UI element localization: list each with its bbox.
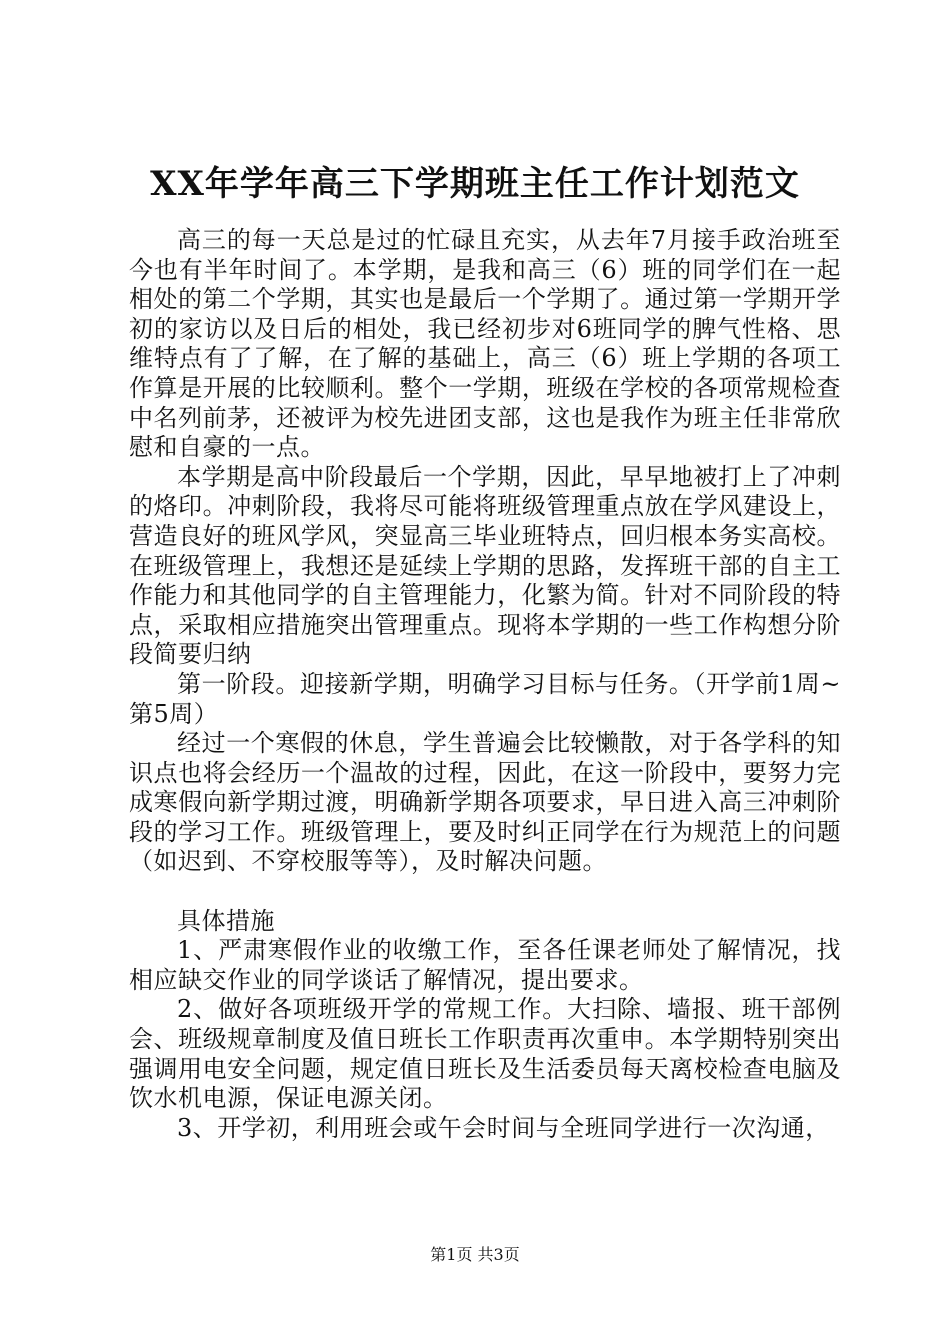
document-body xyxy=(129,226,841,1143)
paragraph-intro: 高三的每一天总是过的忙碌且充实，从去年7月接手政治班至今也有半年时间了。本学期，是我和高三（6）班的同学们在一起相处的第二个学期，其实也是最后一个学期了。通过第一学期开学初的家访以及日后的相处，我已经初步对6班同学的脾气性格、思维特点有了了解，在了解的基础上，高三（6）班上学期的各项工作算是开展的比较顺利。整个一学期，班级在学校的各项常规检查中名列前茅，还被评为校先进团支部，这也是我作为班主任非常欣慰和自豪的一点。 xyxy=(129,226,841,462)
paragraph-measure-3: 3、开学初，利用班会或午会时间与全班同学进行一次沟通， xyxy=(177,1113,830,1142)
document-title: XX年学年高三下学期班主任工作计划范文 xyxy=(150,164,800,204)
paragraph-measure-2: 2、做好各项班级开学的常规工作。大扫除、墙报、班干部例会、班级规章制度及值日班长工作职责再次重申。本学期特别突出强调用电安全问题，规定值日班长及生活委员每天离校检查电脑及饮水机电源，保证电源关闭。 xyxy=(129,995,841,1113)
paragraph-stage-one-heading: 第一阶段。迎接新学期，明确学习目标与任务。（开学前1周~第5周） xyxy=(129,669,841,728)
page-number-footer: 第1页 共3页 xyxy=(430,1245,520,1264)
paragraph-semester-goal: 本学期是高中阶段最后一个学期，因此，早早地被打上了冲刺的烙印。冲刺阶段，我将尽可能将班级管理重点放在学风建设上，营造良好的班风学风，突显高三毕业班特点，回归根本务实高校。在班级管理上，我想还是延续上学期的思路，发挥班干部的自主工作能力和其他同学的自主管理能力，化繁为简。针对不同阶段的特点，采取相应措施突出管理重点。现将本学期的一些工作构想分阶段简要归纳 xyxy=(129,462,841,669)
paragraph-stage-one-body: 经过一个寒假的休息，学生普遍会比较懒散，对于各学科的知识点也将会经历一个温故的过程，因此，在这一阶段中，要努力完成寒假向新学期过渡，明确新学期各项要求，早日进入高三冲刺阶段的学习工作。班级管理上，要及时纠正同学在行为规范上的问题（如迟到、不穿校服等等），及时解决问题。 xyxy=(129,729,841,876)
paragraph-measures-heading: 具体措施 xyxy=(177,906,275,935)
blank-line xyxy=(129,877,841,907)
paragraph-measure-1: 1、严肃寒假作业的收缴工作，至各任课老师处了解情况，找相应缺交作业的同学谈话了解情况，提出要求。 xyxy=(129,936,841,994)
